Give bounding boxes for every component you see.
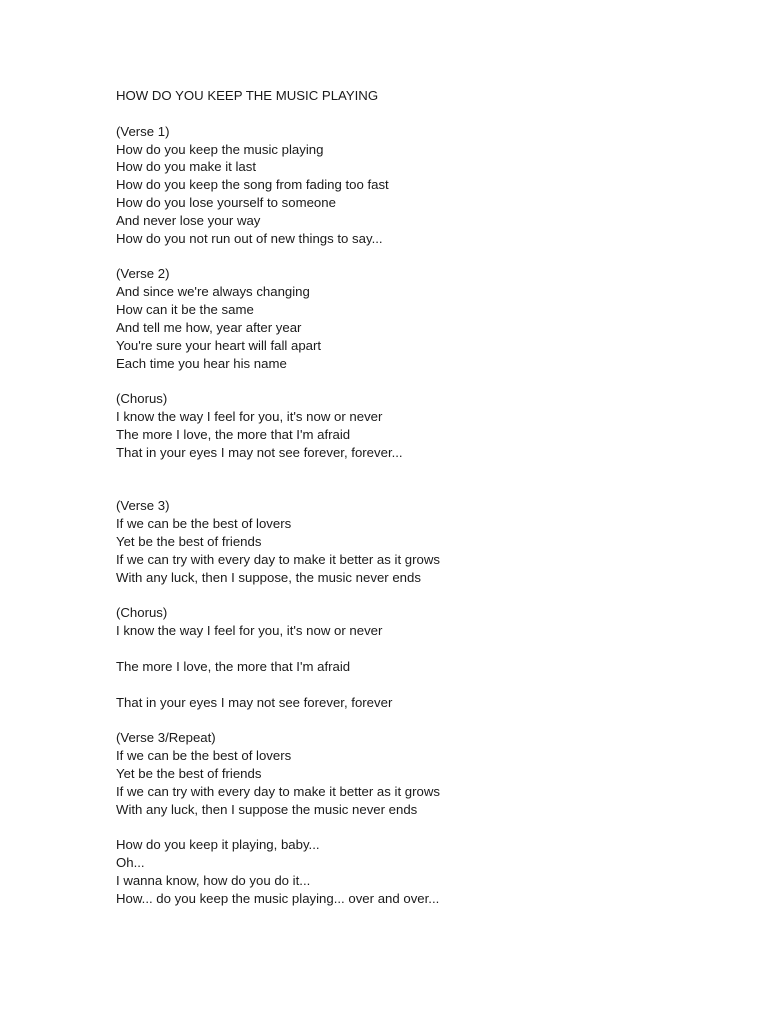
blank-line [116, 640, 736, 658]
lyric-line: I wanna know, how do you do it... [116, 873, 311, 889]
blank-line [116, 480, 736, 498]
section-heading: (Chorus) [116, 391, 168, 407]
lyric-line: That in your eyes I may not see forever, forever... [116, 444, 403, 460]
lyric-line: Yet be the best of friends [116, 534, 262, 550]
lyric-line: Oh... [116, 855, 145, 871]
lyric-line: How do you keep the music playing [116, 141, 324, 157]
lyric-line: That in your eyes I may not see forever, forever [116, 694, 393, 710]
section-heading: (Verse 3/Repeat) [116, 730, 216, 746]
lyric-line: With any luck, then I suppose, the music never ends [116, 569, 421, 585]
document-title: HOW DO YOU KEEP THE MUSIC PLAYING [116, 88, 379, 103]
section-heading: (Verse 3) [116, 498, 170, 514]
section-heading: (Verse 1) [116, 123, 170, 139]
lyric-line: If we can try with every day to make it better as it grows [116, 551, 440, 567]
lyric-line: The more I love, the more that I'm afraid [116, 427, 351, 443]
lyric-line: How do you make it last [116, 159, 256, 175]
document-page [116, 87, 736, 908]
lyric-line: How do you keep the song from fading too fast [116, 177, 389, 193]
blank-line [116, 819, 736, 837]
lyric-line: And since we're always changing [116, 284, 310, 300]
blank-line [116, 712, 736, 730]
lyric-line: Yet be the best of friends [116, 766, 262, 782]
blank-line [116, 373, 736, 391]
lyric-line: The more I love, the more that I'm afraid [116, 659, 351, 674]
lyrics-body [116, 105, 736, 908]
blank-line [116, 248, 736, 266]
lyric-line: How do you keep it playing, baby... [116, 837, 320, 853]
blank-line [116, 587, 736, 605]
lyric-line: How can it be the same [116, 302, 254, 318]
lyric-line: If we can be the best of lovers [116, 748, 292, 764]
lyric-line: You're sure your heart will fall apart [116, 337, 322, 353]
lyric-line: How... do you keep the music playing... over and over... [116, 890, 440, 906]
lyric-line: And never lose your way [116, 212, 261, 228]
blank-line [116, 462, 736, 480]
lyric-line: Each time you hear his name [116, 355, 287, 371]
lyric-line: If we can be the best of lovers [116, 516, 292, 532]
section-heading: (Verse 2) [116, 266, 170, 282]
lyric-line: If we can try with every day to make it better as it grows [116, 783, 440, 799]
lyric-line: I know the way I feel for you, it's now or never [116, 409, 383, 425]
section-heading: (Chorus) [116, 605, 168, 621]
lyric-line: With any luck, then I suppose the music never ends [116, 801, 418, 817]
blank-line [116, 105, 736, 123]
lyric-line: How do you lose yourself to someone [116, 195, 336, 211]
blank-line [116, 676, 736, 694]
lyric-line: And tell me how, year after year [116, 319, 302, 335]
lyric-line: I know the way I feel for you, it's now or never [116, 623, 383, 639]
lyric-line: How do you not run out of new things to say... [116, 230, 383, 246]
